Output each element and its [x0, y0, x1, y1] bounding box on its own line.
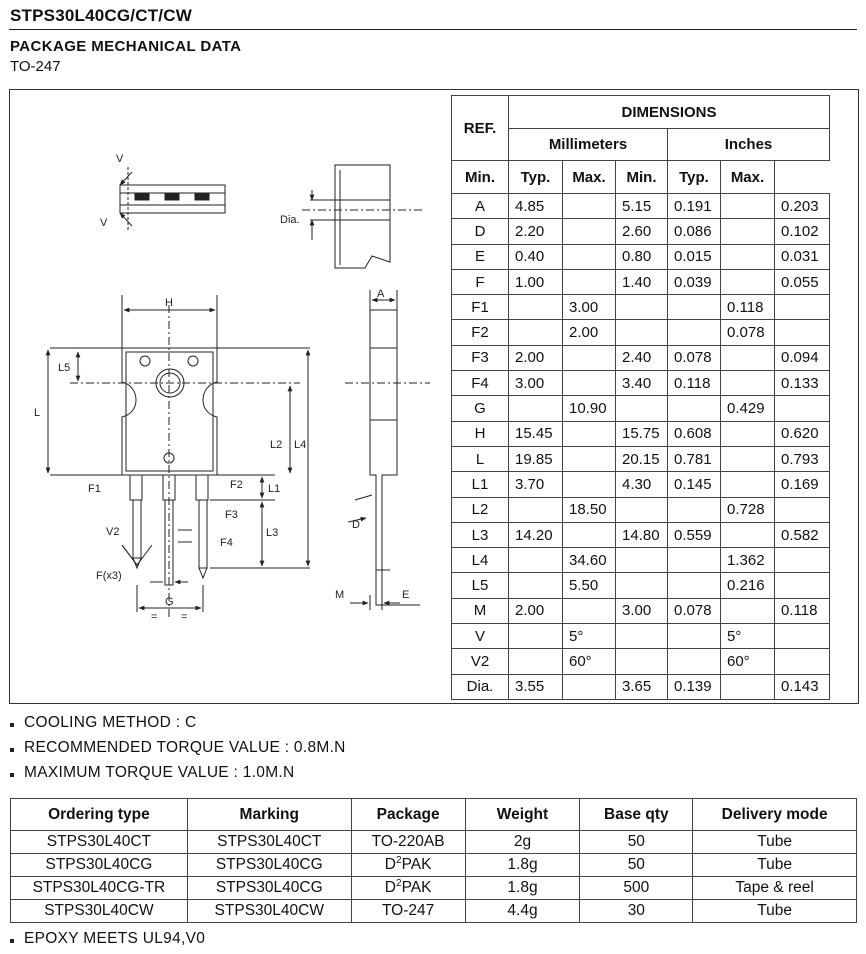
package-name-text: D	[384, 856, 396, 874]
dimension-value: 10.90	[563, 396, 616, 421]
dimension-value: 3.70	[509, 472, 563, 497]
label-l4: L4	[294, 439, 307, 451]
ordering-table	[10, 798, 857, 923]
package-name-text: D	[384, 879, 396, 897]
dimension-ref: V2	[452, 649, 509, 674]
side-view	[345, 290, 430, 610]
sub-header-cell: Typ.	[668, 161, 721, 194]
ordering-row	[11, 900, 857, 923]
dimension-value	[721, 244, 775, 269]
dimension-row	[452, 522, 830, 547]
package-name-text: TO-220AB	[371, 833, 445, 851]
ordering-cell: Tube	[693, 900, 857, 923]
dimension-ref: H	[452, 421, 509, 446]
dimension-ref: F1	[452, 295, 509, 320]
ordering-cell: STPS30L40CG-TR	[11, 877, 188, 900]
dimension-value: 0.055	[775, 269, 830, 294]
dimension-value: 0.086	[668, 219, 721, 244]
dimension-value	[616, 624, 668, 649]
package-superscript: 2	[396, 878, 402, 890]
dimension-value: 4.30	[616, 472, 668, 497]
ordering-header-cell: Base qty	[580, 799, 693, 831]
dimension-ref: V	[452, 624, 509, 649]
dimension-row	[452, 295, 830, 320]
sub-header-row	[452, 161, 830, 194]
label-h: H	[165, 297, 173, 309]
sub-header-cell: Min.	[452, 161, 509, 194]
dimension-value: 14.80	[616, 522, 668, 547]
ordering-cell: Tube	[693, 831, 857, 854]
dimension-ref: Dia.	[452, 674, 509, 699]
dimension-ref: D	[452, 219, 509, 244]
dimension-value	[509, 396, 563, 421]
dimension-value: 0.191	[668, 194, 721, 219]
dimension-value: 1.362	[721, 548, 775, 573]
dimension-value	[563, 421, 616, 446]
dimension-value: 0.793	[775, 446, 830, 471]
ordering-row	[11, 831, 857, 854]
dimension-ref: M	[452, 598, 509, 623]
dimension-value: 0.169	[775, 472, 830, 497]
ordering-cell: 2g	[465, 831, 580, 854]
label-f-x3: F(x3)	[96, 570, 122, 582]
label-v-top: V	[116, 153, 124, 165]
dimension-value: 0.559	[668, 522, 721, 547]
dimension-value: 4.85	[509, 194, 563, 219]
dimension-value: 0.039	[668, 269, 721, 294]
dimension-ref: F3	[452, 345, 509, 370]
ordering-row	[11, 854, 857, 877]
dimension-value	[668, 624, 721, 649]
dimension-ref: L5	[452, 573, 509, 598]
dimension-value	[563, 194, 616, 219]
dimension-row	[452, 649, 830, 674]
dimension-value	[509, 649, 563, 674]
dimension-value: 0.094	[775, 345, 830, 370]
ordering-package-cell	[351, 854, 465, 877]
dimension-value: 0.608	[668, 421, 721, 446]
dimension-value: 0.40	[509, 244, 563, 269]
section-title: PACKAGE MECHANICAL DATA	[10, 38, 242, 55]
label-l1: L1	[268, 483, 281, 495]
ordering-cell: Tube	[693, 854, 857, 877]
dimension-value: 3.00	[563, 295, 616, 320]
dimension-row	[452, 219, 830, 244]
dimension-value	[509, 624, 563, 649]
dimension-value	[721, 446, 775, 471]
dimension-value	[721, 371, 775, 396]
sub-header-cell: Min.	[616, 161, 668, 194]
ref-header: REF.	[452, 96, 509, 161]
dimension-value: 0.015	[668, 244, 721, 269]
dimension-value: 0.216	[721, 573, 775, 598]
ordering-header-cell: Weight	[465, 799, 580, 831]
note-item	[10, 764, 295, 782]
dimension-value: 2.40	[616, 345, 668, 370]
dimension-value	[668, 396, 721, 421]
dimension-value	[668, 573, 721, 598]
dimension-value: 0.078	[668, 345, 721, 370]
dimension-ref: A	[452, 194, 509, 219]
label-eq-2: =	[181, 611, 188, 623]
millimeters-header: Millimeters	[509, 129, 668, 161]
dimension-value	[775, 624, 830, 649]
inches-header: Inches	[668, 129, 830, 161]
dimension-row	[452, 573, 830, 598]
dimension-value	[616, 649, 668, 674]
dimension-row	[452, 371, 830, 396]
dimension-value	[563, 522, 616, 547]
sub-header-cell: Typ.	[509, 161, 563, 194]
dimension-value	[721, 598, 775, 623]
footer-note-text: EPOXY MEETS UL94,V0	[24, 930, 206, 947]
dimension-value: 3.65	[616, 674, 668, 699]
dimension-value: 60°	[721, 649, 775, 674]
dimension-value: 2.00	[509, 345, 563, 370]
dimension-value	[563, 244, 616, 269]
package-name: TO-247	[10, 58, 61, 75]
ordering-cell: 50	[580, 854, 693, 877]
document-title: STPS30L40CG/CT/CW	[10, 6, 192, 25]
dimension-value	[721, 421, 775, 446]
top-detail-view	[120, 167, 225, 230]
note-text: MAXIMUM TORQUE VALUE : 1.0M.N	[24, 764, 295, 781]
dimension-row	[452, 345, 830, 370]
dimension-value	[721, 194, 775, 219]
dimensions-table	[451, 95, 830, 700]
ordering-header-cell: Package	[351, 799, 465, 831]
dimension-row	[452, 396, 830, 421]
dimension-value: 0.429	[721, 396, 775, 421]
dimension-value	[721, 345, 775, 370]
dimension-value: 5.50	[563, 573, 616, 598]
dimension-value	[509, 573, 563, 598]
dimension-value: 2.00	[563, 320, 616, 345]
dimension-value: 3.00	[616, 598, 668, 623]
dimension-value	[668, 295, 721, 320]
dimension-row	[452, 244, 830, 269]
dimension-value	[616, 295, 668, 320]
label-dia: Dia.	[280, 214, 300, 226]
dimension-value: 34.60	[563, 548, 616, 573]
package-superscript: 2	[396, 855, 402, 867]
dimension-row	[452, 446, 830, 471]
label-f2: F2	[230, 479, 243, 491]
package-name-text: TO-247	[381, 902, 435, 920]
dimension-value	[775, 295, 830, 320]
dimension-value: 3.40	[616, 371, 668, 396]
dimension-value: 0.118	[721, 295, 775, 320]
dimension-value: 0.145	[668, 472, 721, 497]
ordering-header-row	[11, 799, 857, 831]
mechanical-drawing	[10, 90, 450, 702]
dimension-ref: L	[452, 446, 509, 471]
label-f1: F1	[88, 483, 101, 495]
dimension-ref: L3	[452, 522, 509, 547]
dimension-ref: G	[452, 396, 509, 421]
dimension-value	[563, 371, 616, 396]
dimension-row	[452, 497, 830, 522]
dimension-row	[452, 269, 830, 294]
ordering-cell: STPS30L40CT	[187, 831, 351, 854]
dimension-value	[721, 674, 775, 699]
dimension-value	[509, 548, 563, 573]
dimension-value: 0.078	[668, 598, 721, 623]
dimension-value: 0.781	[668, 446, 721, 471]
dimension-value: 5°	[721, 624, 775, 649]
label-a: A	[377, 288, 385, 300]
dimension-value: 0.133	[775, 371, 830, 396]
dimension-value: 19.85	[509, 446, 563, 471]
dimension-value	[721, 219, 775, 244]
dimension-row	[452, 674, 830, 699]
dimensions-header: DIMENSIONS	[509, 96, 830, 129]
dimension-ref: F2	[452, 320, 509, 345]
dimension-value	[509, 320, 563, 345]
dimensions-body	[452, 194, 830, 700]
note-item	[10, 714, 196, 732]
dimension-value	[775, 649, 830, 674]
dimension-ref: L1	[452, 472, 509, 497]
ordering-cell: STPS30L40CW	[11, 900, 188, 923]
dimension-value: 60°	[563, 649, 616, 674]
ordering-package-cell	[351, 900, 465, 923]
label-l: L	[34, 407, 41, 419]
dimension-row	[452, 421, 830, 446]
package-suffix-text: PAK	[401, 856, 432, 874]
label-e: E	[402, 589, 410, 601]
dimension-value	[563, 674, 616, 699]
dimension-value: 14.20	[509, 522, 563, 547]
dimension-value	[563, 345, 616, 370]
dimension-value	[616, 573, 668, 598]
dimension-value	[563, 446, 616, 471]
dimension-value: 18.50	[563, 497, 616, 522]
dimension-value	[721, 269, 775, 294]
dimension-value	[721, 522, 775, 547]
dimension-value	[616, 396, 668, 421]
package-suffix-text: PAK	[401, 879, 432, 897]
dimension-value	[668, 320, 721, 345]
dimension-value: 0.143	[775, 674, 830, 699]
label-l2: L2	[270, 439, 283, 451]
dimension-value: 0.078	[721, 320, 775, 345]
dimension-value: 1.00	[509, 269, 563, 294]
ordering-cell: 30	[580, 900, 693, 923]
label-eq-1: =	[151, 611, 158, 623]
dimension-value: 0.728	[721, 497, 775, 522]
sub-header-cell: Max.	[563, 161, 616, 194]
dimension-value: 0.102	[775, 219, 830, 244]
dimension-value: 20.15	[616, 446, 668, 471]
dimension-value: 0.118	[668, 371, 721, 396]
dimension-value	[616, 320, 668, 345]
sub-header-cell: Max.	[721, 161, 775, 194]
dimension-value: 3.55	[509, 674, 563, 699]
ordering-package-cell	[351, 831, 465, 854]
dimension-ref: F4	[452, 371, 509, 396]
note-text: COOLING METHOD : C	[24, 714, 197, 731]
dimension-value	[775, 320, 830, 345]
dimension-row	[452, 320, 830, 345]
dimension-value	[509, 497, 563, 522]
ordering-cell: Tape & reel	[693, 877, 857, 900]
dimension-value: 0.118	[775, 598, 830, 623]
dimension-value: 0.582	[775, 522, 830, 547]
dimension-row	[452, 624, 830, 649]
dimension-value	[563, 598, 616, 623]
ordering-package-cell	[351, 877, 465, 900]
dimension-value	[775, 548, 830, 573]
dimension-row	[452, 548, 830, 573]
dimension-value	[668, 497, 721, 522]
label-l5: L5	[58, 362, 71, 374]
ordering-cell: STPS30L40CG	[187, 877, 351, 900]
label-f3: F3	[225, 509, 238, 521]
ordering-cell: STPS30L40CG	[187, 854, 351, 877]
dimension-value: 0.031	[775, 244, 830, 269]
dimension-ref: L2	[452, 497, 509, 522]
dimension-value	[616, 497, 668, 522]
dimension-value: 0.620	[775, 421, 830, 446]
hole-profile-view	[302, 165, 425, 268]
ordering-cell: 500	[580, 877, 693, 900]
dimension-value: 0.203	[775, 194, 830, 219]
label-g: G	[165, 596, 174, 608]
ordering-row	[11, 877, 857, 900]
dimension-row	[452, 598, 830, 623]
label-v2: V2	[106, 526, 120, 538]
dimension-value: 0.139	[668, 674, 721, 699]
label-d: D	[352, 519, 360, 531]
ordering-cell: STPS30L40CG	[11, 854, 188, 877]
dimension-ref: F	[452, 269, 509, 294]
dimension-value: 15.45	[509, 421, 563, 446]
dimension-value	[775, 497, 830, 522]
ordering-header-cell: Ordering type	[11, 799, 188, 831]
dimension-value: 1.40	[616, 269, 668, 294]
title-rule	[9, 29, 857, 30]
dimension-ref: L4	[452, 548, 509, 573]
dimension-value	[563, 269, 616, 294]
dimension-value: 2.20	[509, 219, 563, 244]
label-v-bottom: V	[100, 217, 108, 229]
ordering-cell: 1.8g	[465, 877, 580, 900]
dimension-value: 5°	[563, 624, 616, 649]
dimension-value: 3.00	[509, 371, 563, 396]
footer-note	[10, 930, 205, 948]
dimension-row	[452, 194, 830, 219]
dimension-value	[668, 649, 721, 674]
ordering-header-cell: Marking	[187, 799, 351, 831]
dimension-value	[616, 548, 668, 573]
ordering-cell: 50	[580, 831, 693, 854]
ordering-cell: 1.8g	[465, 854, 580, 877]
dimension-value: 15.75	[616, 421, 668, 446]
dimension-value: 0.80	[616, 244, 668, 269]
dimension-value	[563, 472, 616, 497]
dimension-value	[775, 396, 830, 421]
dimension-value	[509, 295, 563, 320]
dimension-value: 2.60	[616, 219, 668, 244]
dimension-value	[721, 472, 775, 497]
note-text: RECOMMENDED TORQUE VALUE : 0.8M.N	[24, 739, 346, 756]
dimension-value: 5.15	[616, 194, 668, 219]
note-item	[10, 739, 346, 757]
ordering-header-cell: Delivery mode	[693, 799, 857, 831]
label-m: M	[335, 589, 345, 601]
label-l3: L3	[266, 527, 279, 539]
ordering-cell: STPS30L40CT	[11, 831, 188, 854]
dimension-value: 2.00	[509, 598, 563, 623]
dimension-value	[563, 219, 616, 244]
dimension-value	[775, 573, 830, 598]
front-view	[48, 295, 310, 620]
dimension-value	[668, 548, 721, 573]
dimension-row	[452, 472, 830, 497]
ordering-cell: 4.4g	[465, 900, 580, 923]
dimension-ref: E	[452, 244, 509, 269]
label-f4: F4	[220, 537, 233, 549]
ordering-body	[11, 831, 857, 923]
ordering-cell: STPS30L40CW	[187, 900, 351, 923]
